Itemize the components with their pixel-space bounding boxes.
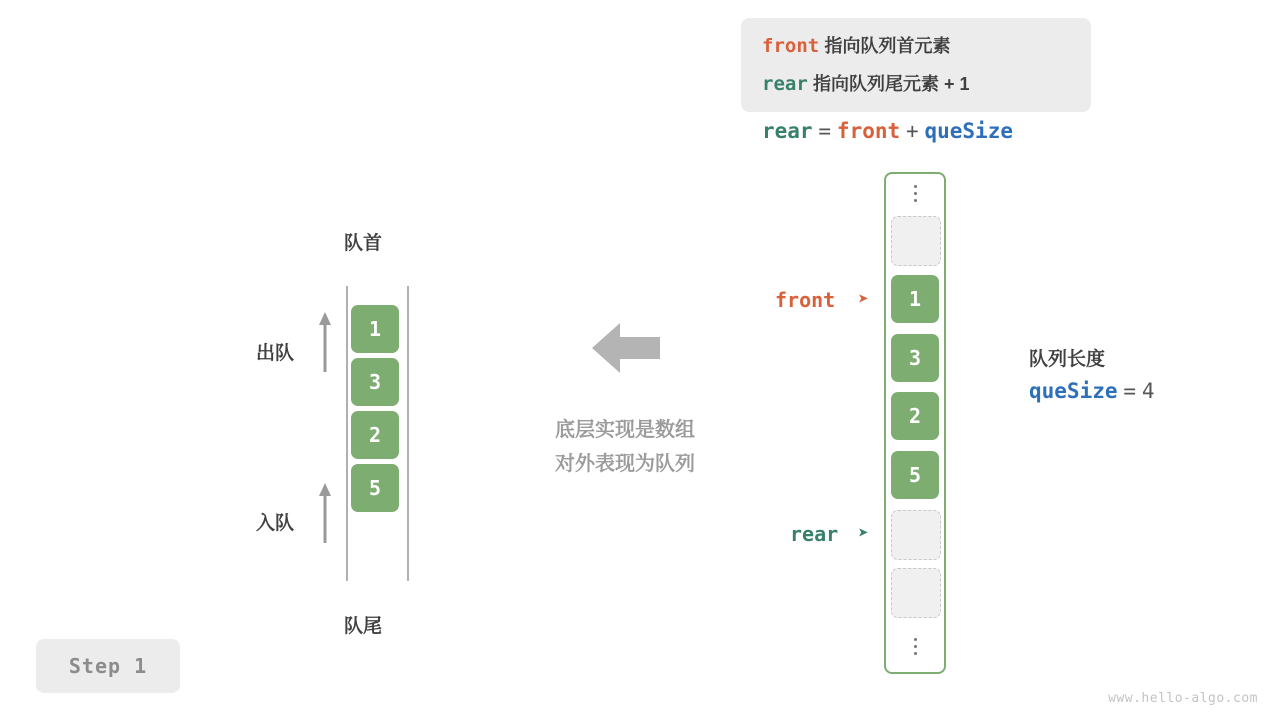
middle-caption [529, 413, 721, 481]
queue-cell: 2 [351, 411, 399, 459]
quesize-equals: = [1123, 379, 1137, 403]
formula-plus: + [905, 119, 919, 143]
queue-rail-left [346, 286, 348, 581]
dequeue-arrow-icon [316, 312, 334, 372]
queue-cell: 5 [351, 464, 399, 512]
left-arrow-icon [592, 318, 660, 378]
formula-operand-quesize: queSize [924, 119, 1013, 143]
queue-head-label: 队首 [344, 233, 383, 254]
queue-cell: 3 [351, 358, 399, 406]
array-slot [891, 510, 941, 560]
middle-caption-line2: 对外表现为队列 [555, 453, 695, 475]
formula-operand-front: front [836, 119, 901, 143]
legend-line-rear [762, 70, 970, 96]
queue-length-title: 队列长度 [1029, 349, 1106, 370]
formula-equals: = [818, 119, 832, 143]
array-slot: 2 [891, 392, 939, 440]
rear-formula [762, 119, 1013, 144]
formula-lhs: rear [762, 119, 813, 143]
middle-caption-line1: 底层实现是数组 [555, 419, 695, 441]
watermark: www.hello-algo.com [1108, 691, 1258, 706]
rear-pointer-label: rear [790, 522, 839, 546]
array-slot: 3 [891, 334, 939, 382]
quesize-variable: queSize [1029, 379, 1118, 403]
step-badge: Step 1 [36, 639, 180, 693]
array-slot [891, 568, 941, 618]
queue-tail-label: 队尾 [344, 616, 383, 637]
enqueue-arrow-icon [316, 483, 334, 543]
legend-rear-text: 指向队列尾元素 + 1 [813, 74, 970, 94]
front-pointer-arrow-icon: ➤ [858, 289, 869, 310]
array-top-ellipsis-icon [908, 181, 922, 203]
legend-front-keyword: front [762, 35, 820, 57]
array-slot: 5 [891, 451, 939, 499]
legend-line-front [762, 32, 950, 58]
queue-cell: 1 [351, 305, 399, 353]
quesize-value: 4 [1141, 379, 1155, 403]
queue-rail-right [407, 286, 409, 581]
front-pointer-label: front [775, 288, 836, 312]
legend-rear-keyword: rear [762, 73, 808, 95]
rear-pointer-arrow-icon: ➤ [858, 523, 869, 544]
enqueue-label: 入队 [256, 513, 295, 534]
array-slot [891, 216, 941, 266]
dequeue-label: 出队 [256, 343, 295, 364]
array-slot: 1 [891, 275, 939, 323]
legend-front-text: 指向队列首元素 [824, 36, 951, 56]
queue-length-formula [1029, 379, 1155, 404]
array-bottom-ellipsis-icon [908, 634, 922, 656]
